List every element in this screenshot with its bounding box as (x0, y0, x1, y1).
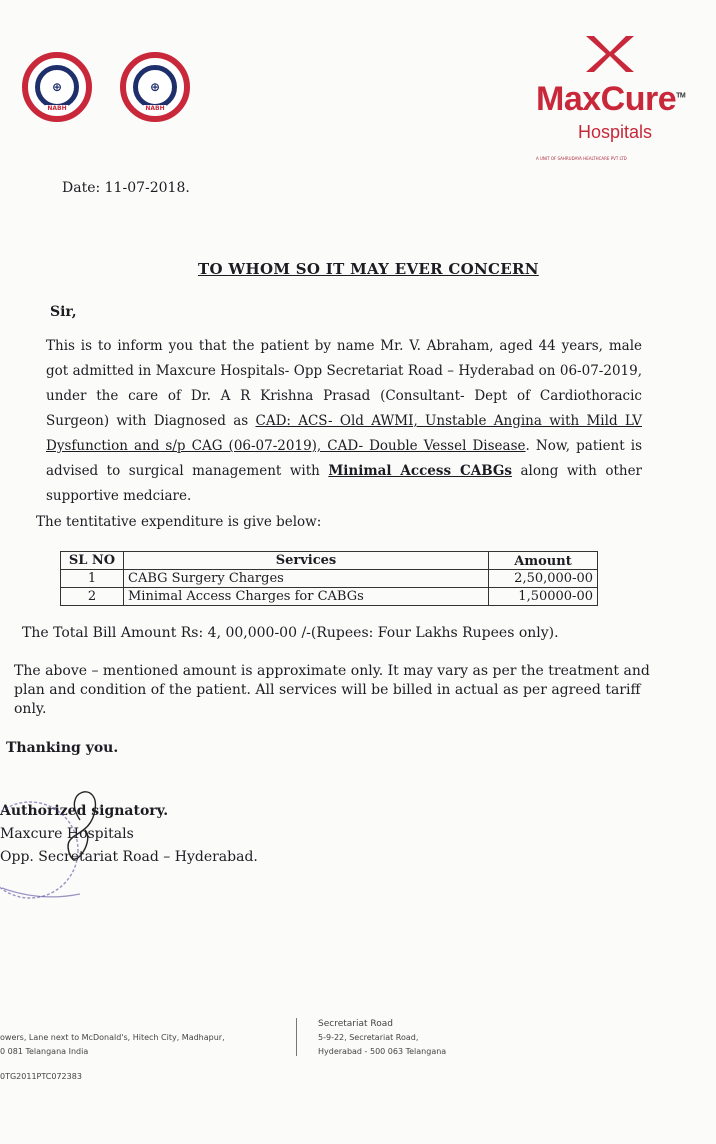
brand-name: MaxCure™ (536, 80, 686, 118)
footer-left-line2: 0 081 Telangana India (0, 1047, 89, 1056)
expenditure-table (60, 551, 598, 606)
letter-date: Date: 11-07-2018. (62, 180, 190, 196)
body-prefix: This is to inform you that the patient by name Mr. V. Abraham, aged 44 years, male got admitted in Maxcure Hospitals- Opp Secretariat Road – Hyderabad on 06-07-2019, under the care of Dr. A R Krishna Prasad (Consultant- Dept of Cardiothoracic Surgeon) with Diagnosed as (46, 338, 642, 429)
cell-amount: 1,50000-00 (489, 588, 598, 606)
table-row (61, 588, 598, 606)
letter-subject: TO WHOM SO IT MAY EVER CONCERN (198, 260, 539, 278)
diagnosis-text: CAD: ACS- Old AWMI, Unstable Angina with Mild LV Dysfunction and s/p CAG (06-07-2019), CAD- Double Vessel Disease (46, 413, 642, 454)
signatory-title: Authorized signatory. (0, 803, 169, 819)
table-row (61, 570, 598, 588)
footer-left-address (0, 1031, 225, 1059)
body-suffix: along with other supportive medciare. (46, 463, 643, 504)
header-amount: Amount (489, 552, 598, 570)
footer-right-title: Secretariat Road (318, 1019, 393, 1029)
footer-left-line1: owers, Lane next to McDonald's, Hitech City, Madhapur, (0, 1033, 225, 1042)
seal-label: NABH (145, 105, 165, 112)
seal-label: NABH (47, 105, 67, 112)
total-amount-line: The Total Bill Amount Rs: 4, 00,000-00 /-(Rupees: Four Lakhs Rupees only). (22, 625, 559, 641)
footer-divider (296, 1018, 297, 1056)
closing-text: Thanking you. (6, 740, 119, 756)
expenditure-intro: The tentitative expenditure is give below: (36, 514, 322, 530)
signature-stamp-icon (0, 770, 140, 910)
header-sl-no: SL NO (61, 552, 124, 570)
footer-right-line1: 5-9-22, Secretariat Road, (318, 1033, 419, 1042)
seal-emblem-icon: ⊕ (133, 65, 177, 109)
signatory-address: Opp. Secretariat Road – Hyderabad. (0, 849, 258, 865)
disclaimer-paragraph: The above – mentioned amount is approximate only. It may vary as per the treatment and plan and condition of the patient. All services will be billed in actual as per agreed tariff only. (14, 663, 650, 717)
header-services: Services (124, 552, 489, 570)
cell-sl: 2 (61, 588, 124, 606)
footer-right-line2: Hyderabad - 500 063 Telangana (318, 1047, 447, 1056)
footer-registration: 0TG2011PTC072383 (0, 1072, 82, 1081)
salutation: Sir, (50, 304, 77, 320)
footer-right-address (318, 1017, 446, 1059)
body-mid: . Now, patient is advised to surgical management with (46, 438, 643, 479)
seal-emblem-icon: ⊕ (35, 65, 79, 109)
table-header-row (61, 552, 598, 570)
procedure-text: Minimal Access CABGs (328, 463, 513, 479)
signatory-org: Maxcure Hospitals (0, 826, 134, 842)
cell-amount: 2,50,000-00 (489, 570, 598, 588)
maxcure-logo-icon (582, 32, 638, 78)
brand-tagline: A UNIT OF SAHRUDAYA HEALTHCARE PVT LTD (536, 156, 627, 161)
cell-service: Minimal Access Charges for CABGs (124, 588, 489, 606)
brand-subtitle: Hospitals (578, 122, 653, 142)
nabh-seal-1 (22, 52, 92, 122)
nabh-seal-2 (120, 52, 190, 122)
cell-service: CABG Surgery Charges (124, 570, 489, 588)
cell-sl: 1 (61, 570, 124, 588)
body-paragraph (46, 334, 642, 509)
